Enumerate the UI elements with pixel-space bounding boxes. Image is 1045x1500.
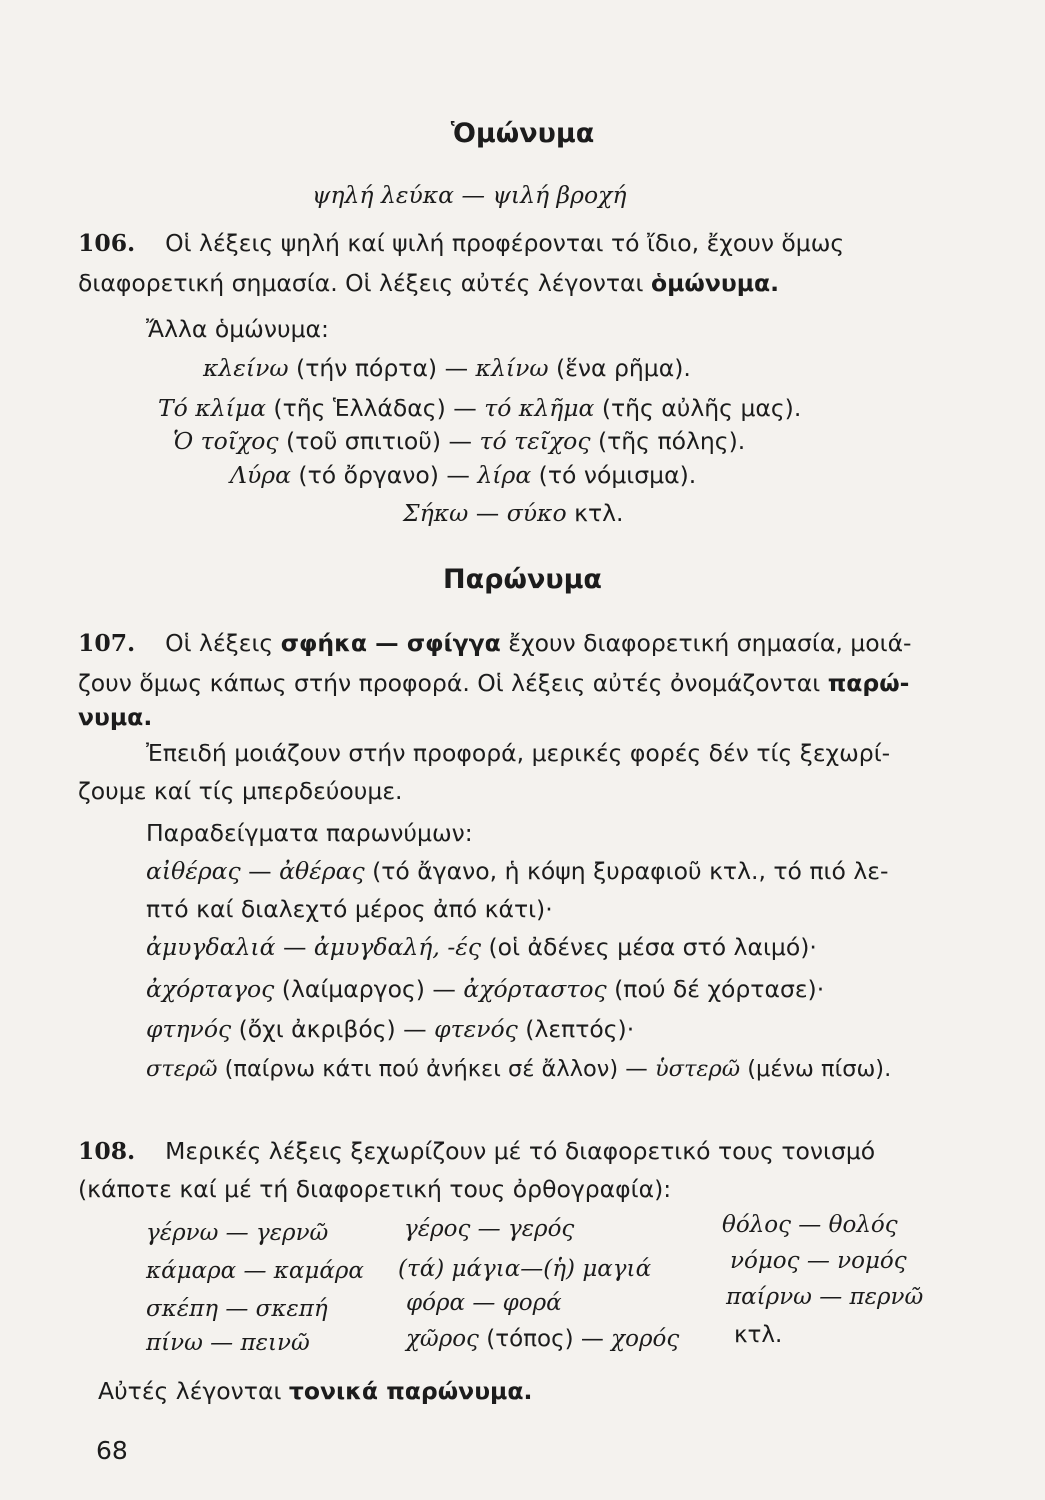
tonic-pair: σκέπη — σκεπή: [146, 1296, 328, 1322]
paragraph-107-line-6: Παραδείγματα παρωνύμων:: [146, 819, 473, 847]
paragraph-106-line-2: [78, 268, 779, 298]
word-a: ἀμυγδαλιά: [146, 933, 276, 961]
word-a: Τό κλίμα: [158, 394, 266, 422]
desc-b: κτλ.: [566, 499, 624, 527]
tonic-etc: κτλ.: [734, 1322, 783, 1348]
desc-a: (τοῦ σπιτιοῦ) —: [278, 427, 480, 455]
paragraph-number: 106.: [78, 229, 136, 257]
word-b: τό κλῆμα: [484, 394, 595, 422]
paragraph-106-line-1: [78, 228, 844, 258]
text: Οἱ λέξεις: [165, 629, 281, 657]
bold-term: σφήκα — σφίγγα: [280, 629, 501, 657]
word-b: χορός: [611, 1326, 680, 1352]
word-a: αἰθέρας: [146, 857, 241, 885]
word-b: κλίνω: [475, 354, 549, 382]
bold-term: παρώ-: [827, 669, 910, 697]
word-a: φτηνός: [146, 1015, 232, 1043]
middle: —: [240, 857, 280, 885]
desc: (λεπτός)·: [517, 1015, 635, 1043]
paronym-line: [146, 856, 888, 886]
desc-a: (τήν πόρτα) —: [288, 354, 476, 382]
desc-b: (ἕνα ρῆμα).: [548, 354, 691, 382]
paronym-line: [146, 932, 817, 962]
word-b: λίρα: [477, 461, 532, 489]
middle: (ὄχι ἀκριβός) —: [231, 1015, 435, 1043]
text: Οἱ λέξεις ψηλή καί ψιλή προφέρονται τό ἴδιο, ἔχουν ὅμως: [165, 229, 845, 257]
homonym-pair: [158, 393, 801, 423]
tonic-pair: φόρα — φορά: [406, 1290, 562, 1316]
tonic-pair: γέρνω — γερνῶ: [146, 1220, 329, 1246]
page-number: 68: [96, 1436, 128, 1465]
word-a: Ὁ τοῖχος: [173, 427, 279, 455]
middle: (λαίμαργος) —: [274, 975, 464, 1003]
tonic-pair: (τά) μάγια—(ἡ) μαγιά: [398, 1256, 652, 1282]
desc: (μένω πίσω).: [740, 1056, 892, 1082]
heading-paronyms: Παρώνυμα: [443, 564, 602, 595]
word-a: στερῶ: [146, 1056, 218, 1082]
word-b: σύκο: [506, 499, 567, 527]
paragraph-107-line-1: [78, 628, 912, 658]
word-a: Σήκω: [403, 499, 469, 527]
bold-term: τονικά παρώνυμα.: [288, 1377, 533, 1405]
word-a: ἀχόρταγος: [146, 975, 275, 1003]
tonic-pair-mixed: [406, 1326, 679, 1352]
desc: (τόπος) —: [478, 1326, 612, 1352]
homonym-pair: [403, 498, 623, 528]
text: διαφορετική σημασία. Οἱ λέξεις αὐτές λέγονται: [78, 269, 651, 297]
text: Αὐτές λέγονται: [98, 1377, 289, 1405]
heading-homonyms: Ὁμώνυμα: [450, 118, 595, 149]
desc: (οἱ ἀδένες μέσα στό λαιμό)·: [481, 933, 817, 961]
desc-a: —: [468, 499, 507, 527]
tonic-pair: θόλος — θολός: [722, 1212, 898, 1238]
paragraph-107-line-5: ζουμε καί τίς μπερδεύουμε.: [78, 777, 403, 805]
homonym-pair: [173, 426, 745, 456]
middle: —: [275, 933, 314, 961]
paronym-line-continued: πτό καί διαλεχτό μέρος ἀπό κάτι)·: [146, 895, 553, 923]
closing-line: [98, 1376, 532, 1406]
desc-a: (τό ὄργανο) —: [290, 461, 478, 489]
homonym-pair: [230, 460, 696, 490]
word-b: ἀχόρταστος: [463, 975, 607, 1003]
tonic-pair: πίνω — πεινῶ: [146, 1330, 310, 1356]
paronym-line: [146, 1014, 634, 1044]
word-a: χῶρος: [406, 1326, 479, 1352]
desc-b: (τῆς πόλης).: [590, 427, 746, 455]
desc-a: (τῆς Ἑλλάδας) —: [265, 394, 485, 422]
tonic-pair: γέρος — γερός: [404, 1216, 575, 1242]
tonic-pair: νόμος — νομός: [730, 1248, 907, 1274]
tonic-pair: παίρνω — περνῶ: [726, 1284, 924, 1310]
paragraph-107-line-2: [78, 668, 909, 698]
desc: (τό ἄγανο, ἡ κόψη ξυραφιοῦ κτλ., τό πιό λε-: [364, 857, 889, 885]
paronym-line: [146, 974, 824, 1004]
homonym-example: ψηλή λεύκα — ψιλή βροχή: [312, 181, 627, 209]
word-b: ὑστερῶ: [654, 1056, 741, 1082]
word-b: ἀμυγδαλή, -ές: [313, 933, 482, 961]
paragraph-107-line-4: Ἐπειδή μοιάζουν στήν προφορά, μερικές φορές δέν τίς ξεχωρί-: [146, 739, 891, 767]
desc-b: (τῆς αὐλῆς μας).: [594, 394, 802, 422]
word-b: φτενός: [434, 1015, 518, 1043]
desc: (πού δέ χόρτασε)·: [606, 975, 825, 1003]
word-b: ἀθέρας: [279, 857, 365, 885]
paragraph-number: 108.: [78, 1137, 136, 1165]
paragraph-108-line-2: (κάποτε καί μέ τή διαφορετική τους ὀρθογραφία):: [78, 1175, 672, 1203]
word-a: Λύρα: [230, 461, 291, 489]
homonym-pair: [203, 353, 691, 383]
paragraph-108-line-1: [78, 1136, 875, 1166]
paragraph-number: 107.: [78, 629, 136, 657]
paronym-line: [146, 1054, 891, 1084]
bold-term: ὁμώνυμα.: [650, 269, 780, 297]
tonic-pair: κάμαρα — καμάρα: [146, 1258, 364, 1284]
text: ζουν ὅμως κάπως στήν προφορά. Οἱ λέξεις αὐτές ὀνομάζονται: [78, 669, 828, 697]
middle: (παίρνω κάτι πού ἀνήκει σέ ἄλλον) —: [217, 1056, 655, 1082]
word-b: τό τεῖχος: [479, 427, 591, 455]
desc-b: (τό νόμισμα).: [531, 461, 697, 489]
word-a: κλείνω: [203, 354, 289, 382]
text: Μερικές λέξεις ξεχωρίζουν μέ τό διαφορετικό τους τονισμό: [165, 1137, 876, 1165]
paragraph-106-line-3: Ἄλλα ὁμώνυμα:: [146, 315, 329, 343]
text: ἔχουν διαφορετική σημασία, μοιά-: [500, 629, 912, 657]
paragraph-107-line-3: νυμα.: [78, 703, 153, 731]
